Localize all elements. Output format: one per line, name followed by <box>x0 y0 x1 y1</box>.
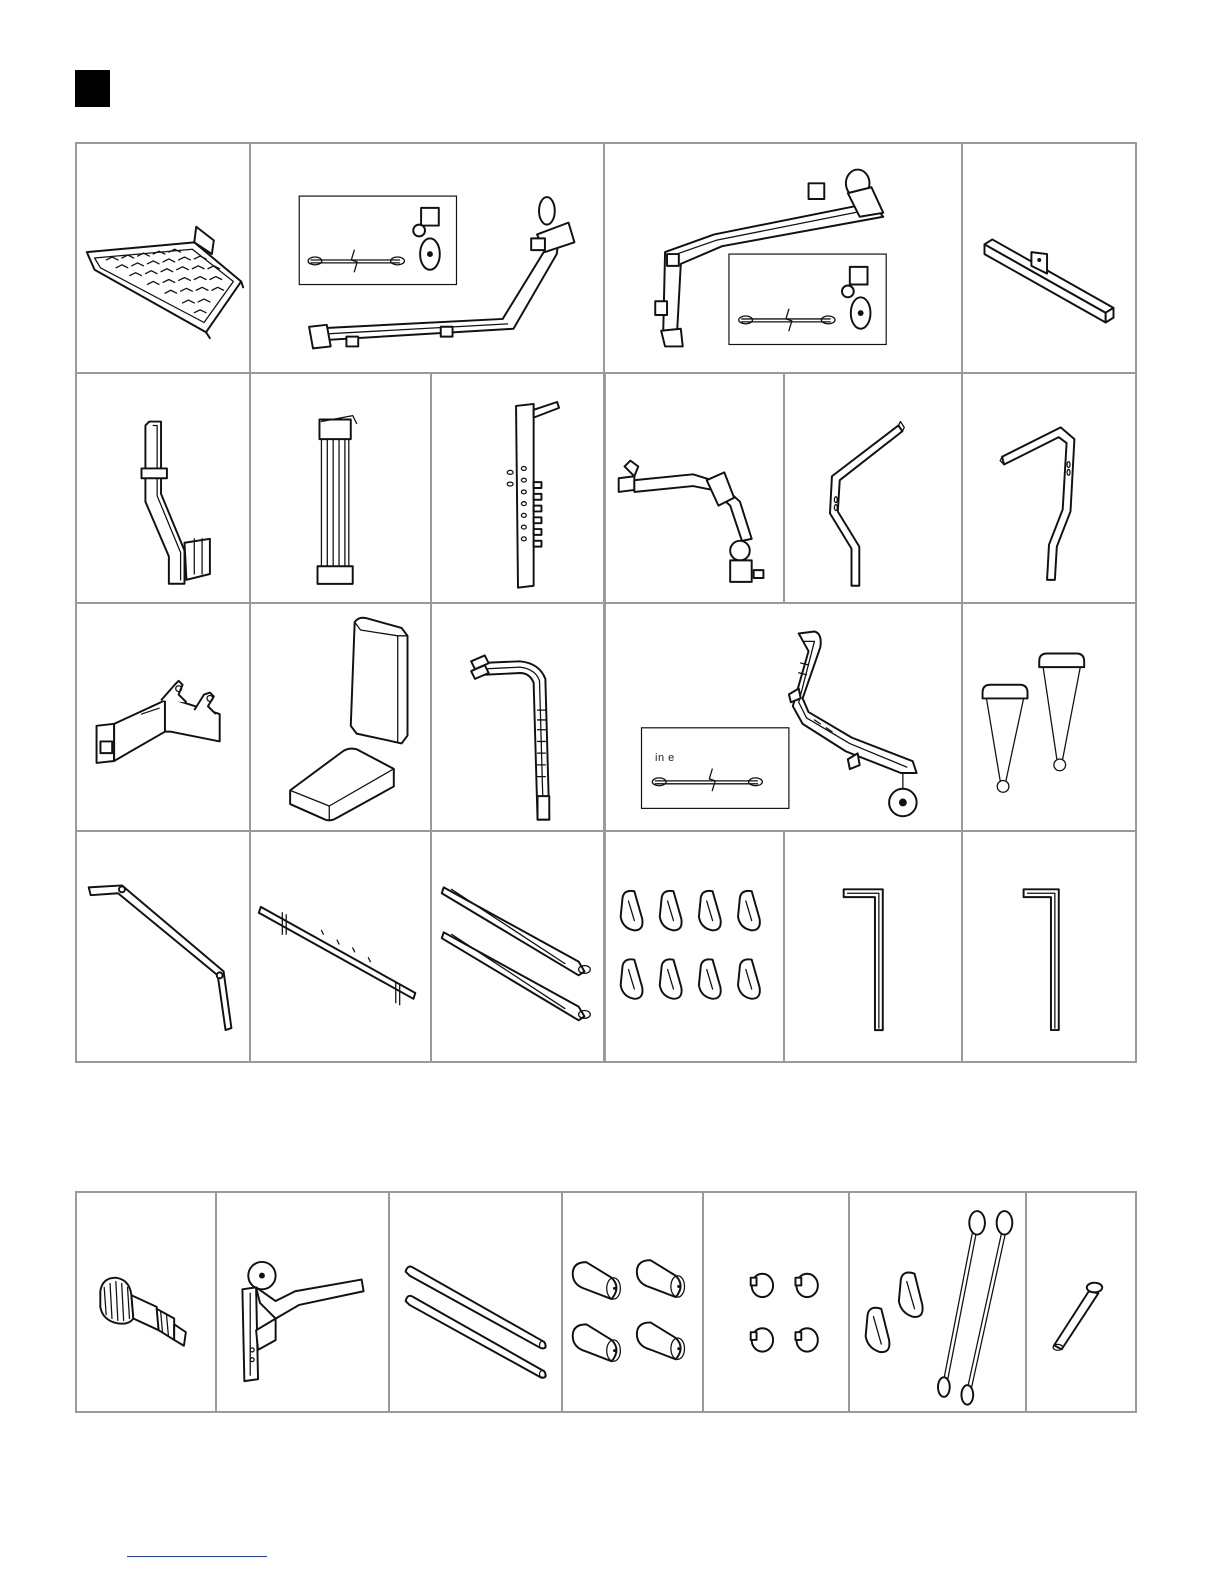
section-marker <box>75 70 110 107</box>
part-stabilizer-bar <box>961 142 1137 374</box>
allen-wrench-large-drawing <box>785 832 961 1061</box>
part-right-arm <box>961 372 1137 604</box>
left-base-frame-drawing <box>251 144 603 372</box>
part-pulley-bracket <box>215 1191 390 1413</box>
leg-curl-bar-drawing <box>77 832 249 1061</box>
seat-pads-drawing <box>251 604 430 830</box>
part-foam-rollers <box>561 1191 704 1413</box>
part-rods <box>388 1191 563 1413</box>
part-right-base-frame <box>603 142 963 374</box>
right-arm-drawing <box>963 374 1135 602</box>
part-seat-support <box>75 372 251 604</box>
press-arm-drawing <box>432 604 604 830</box>
part-arm-assembly <box>603 372 785 604</box>
part-left-arm <box>783 372 963 604</box>
left-arm-drawing <box>785 374 961 602</box>
part-long-bar <box>249 830 432 1063</box>
right-base-frame-drawing <box>605 144 961 372</box>
part-cables-and-hooks <box>848 1191 1027 1413</box>
part-handles <box>961 602 1137 832</box>
part-snap-hooks <box>603 830 785 1063</box>
end-caps-drawing <box>704 1193 848 1411</box>
bolt-pin-drawing <box>1027 1193 1135 1411</box>
seat-bracket-drawing <box>77 604 249 830</box>
part-weight-stack <box>249 372 432 604</box>
part-left-base-frame <box>249 142 605 374</box>
long-bar-drawing <box>251 832 430 1061</box>
upright-post-drawing <box>432 374 604 602</box>
straps-drawing <box>432 832 604 1061</box>
part-end-caps <box>702 1191 850 1413</box>
part-seat-pads <box>249 602 432 832</box>
part-allen-wrench-large <box>783 830 963 1063</box>
cables-and-hooks-drawing <box>850 1193 1025 1411</box>
part-pop-pin <box>75 1191 217 1413</box>
snap-hooks-drawing <box>605 832 783 1061</box>
handles-drawing <box>963 604 1135 830</box>
allen-wrench-small-drawing <box>963 832 1135 1061</box>
footer-link-underline <box>127 1556 267 1557</box>
lat-tower-arm-drawing <box>605 604 961 830</box>
part-foot-plate <box>75 142 251 374</box>
arm-assembly-drawing <box>605 374 783 602</box>
rods-drawing <box>390 1193 561 1411</box>
foam-rollers-drawing <box>563 1193 702 1411</box>
part-allen-wrench-small <box>961 830 1137 1063</box>
stabilizer-bar-drawing <box>963 144 1135 372</box>
part-straps <box>430 830 606 1063</box>
foot-plate-drawing <box>77 144 249 372</box>
part-leg-curl-bar <box>75 830 251 1063</box>
pulley-bracket-drawing <box>217 1193 388 1411</box>
inset-label-in-e: in e <box>655 752 675 764</box>
part-bolt-pin <box>1025 1191 1137 1413</box>
part-lat-tower-arm <box>603 602 963 832</box>
part-upright-post <box>430 372 606 604</box>
seat-support-drawing <box>77 374 249 602</box>
part-seat-bracket <box>75 602 251 832</box>
weight-stack-drawing <box>251 374 430 602</box>
pop-pin-drawing <box>77 1193 215 1411</box>
part-press-arm <box>430 602 606 832</box>
